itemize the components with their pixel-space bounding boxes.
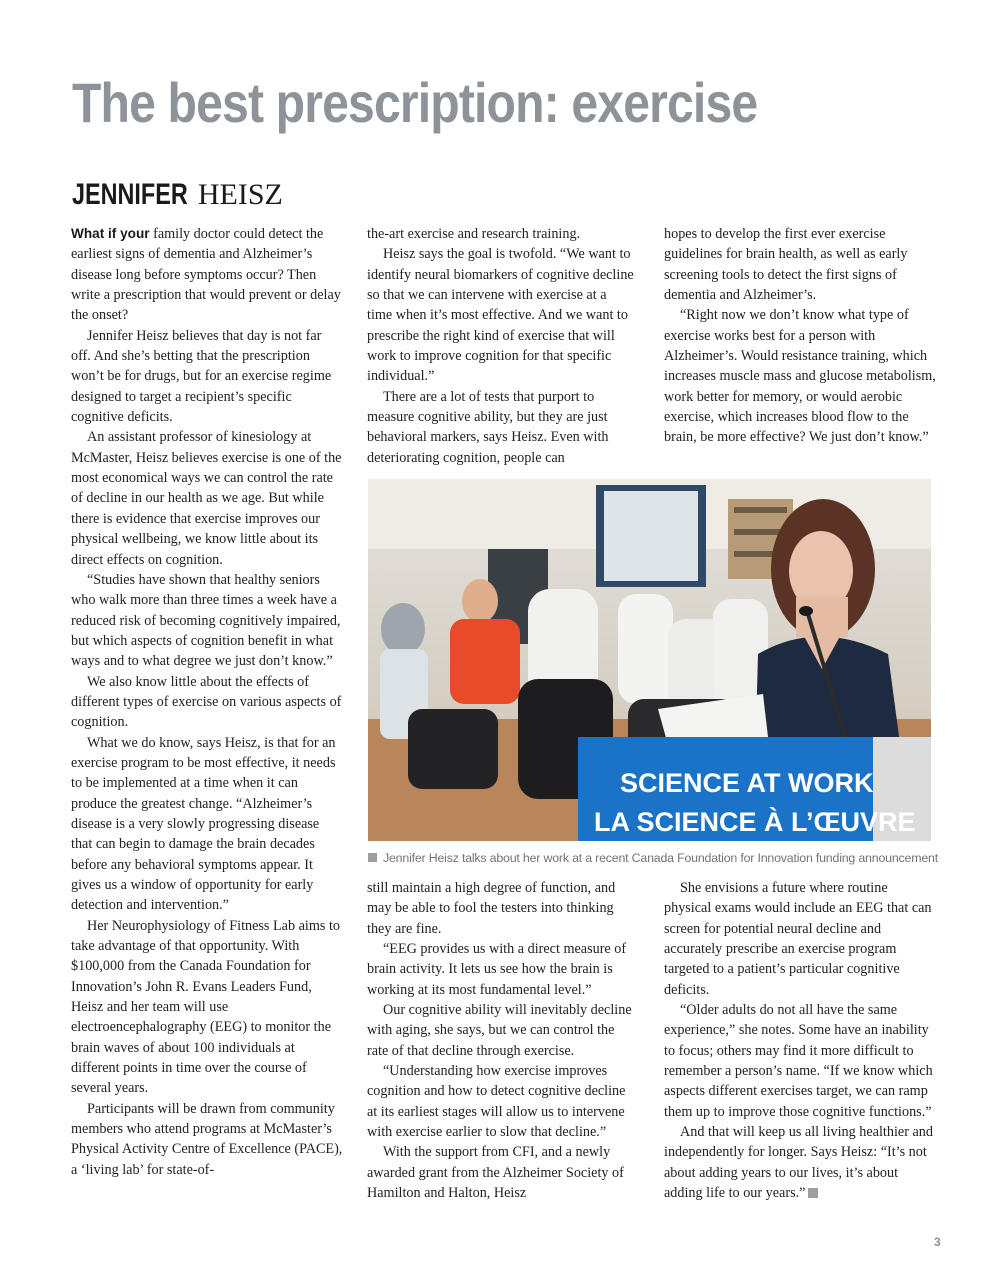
article-paragraph: Her Neurophysiology of Fitness Lab aims to take advantage of that opportunity. With $100,000 from the Canada Foundation for Innovation’s John R. Evans Leaders Fund, Heisz and her team will use electroencephalography (EEG) to monitor the brain waves of about 100 individuals at different points in time over the course of several years. — [71, 917, 340, 1097]
article-paragraph: She envisions a future where routine physical exams would include an EEG that can screen for potential neural decline and accurately prescribe an exercise program targeted to a patient’s particular cognitive deficits. — [664, 880, 932, 998]
sign-text-english: SCIENCE AT WORK — [620, 768, 874, 798]
article-paragraph: Heisz says the goal is twofold. “We want to identify neural biomarkers of cognitive decline so that we can intervene with exercise at a time when it’s most effective. And we want to prescribe the right kind of exercise that will work to improve cognition for that specific individual.” — [367, 246, 634, 385]
article-paragraph: And that will keep us all living healthier and independently for longer. Says Heisz: “It’s not about adding years to our lives, it’s about adding life to our years.” — [664, 1124, 933, 1202]
author-byline — [72, 178, 283, 212]
article-column-2-top — [367, 224, 635, 468]
article-column-2-bottom — [367, 878, 635, 1204]
article-paragraph: Jennifer Heisz believes that day is not far off. And she’s betting that the prescription won’t be for drugs, but for an exercise regime designed to target a recipient’s specific cognitive deficits. — [71, 327, 332, 426]
article-paragraph: “EEG provides us with a direct measure of brain activity. It lets us see how the brain is working at its most fundamental level.” — [367, 941, 627, 998]
article-column-3-bottom — [664, 878, 936, 1204]
article-column-3-top — [664, 224, 936, 448]
author-first-name: JENNIFER — [72, 178, 188, 211]
article-photo — [368, 479, 931, 841]
article-paragraph: We also know little about the effects of different types of exercise on various aspects of cognition. — [71, 673, 342, 731]
end-mark-square-icon — [808, 1188, 818, 1198]
article-paragraph: hopes to develop the first ever exercise guidelines for brain health, as well as early screening tools to detect the first signs of dementia and Alzheimer’s. — [664, 226, 908, 304]
page-number: 3 — [934, 1235, 941, 1249]
article-paragraph: still maintain a high degree of function, and may be able to fool the testers into thinking they are fine. — [367, 880, 616, 937]
article-paragraph: Our cognitive ability will inevitably decline with aging, she says, but we can control the rate of that decline through exercise. — [367, 1002, 632, 1059]
article-paragraph: There are a lot of tests that purport to measure cognitive ability, but they are just behavioral markers, says Heisz. Even with deteriorating cognition, people can — [367, 388, 609, 466]
article-paragraph: “Studies have shown that healthy seniors who walk more than three times a week have a reduced risk of becoming cognitively impaired, but which aspects of cognition benefit in what ways and to what degree we just don’t know.” — [71, 571, 341, 670]
article-paragraph: “Understanding how exercise improves cognition and how to detect cognitive decline at its earliest stages will allow us to intervene with exercise earlier to slow that decline.” — [367, 1063, 626, 1141]
article-paragraph: What if your family doctor could detect the earliest signs of dementia and Alzheimer’s disease long before symptoms occur? Then write a prescription that would prevent or delay the onset? — [71, 226, 341, 324]
article-paragraph: “Right now we don’t know what type of exercise works best for a person with Alzheimer’s. Would resistance training, which increases muscle mass and glucose metabolism, work better for memory, or would aerobic exercise, which increases blood flow to the brain, be more effective? We just don’t know.” — [664, 307, 936, 446]
photo-caption: Jennifer Heisz talks about her work at a recent Canada Foundation for Innovation funding announcement — [368, 851, 938, 865]
lead-in: What if your — [71, 226, 150, 241]
article-paragraph: the-art exercise and research training. — [367, 226, 581, 242]
article-paragraph: Participants will be drawn from community members who attend programs at McMaster’s Physical Activity Centre of Excellence (PACE), a ‘living lab’ for state-of- — [71, 1100, 343, 1178]
article-paragraph: With the support from CFI, and a newly awarded grant from the Alzheimer Society of Hamilton and Halton, Heisz — [367, 1144, 624, 1202]
caption-square-icon — [368, 853, 377, 862]
author-last-name: HEISZ — [197, 178, 283, 211]
headline: The best prescription: exercise — [72, 71, 758, 134]
article-paragraph: “Older adults do not all have the same experience,” she notes. Some have an inability to focus; others may find it more difficult to remember a person’s name. “If we know which aspects different exercises target, we can ramp them up to improve those cognitive functions.” — [664, 1002, 933, 1120]
article-column-1 — [71, 224, 343, 1180]
article-paragraph: An assistant professor of kinesiology at McMaster, Heisz believes exercise is one of the most economical ways we can control the rate of decline in our health as we age. But while there is evidence that exercise improves our physical wellbeing, we know little about its direct effects on cognition. — [71, 429, 342, 568]
photo-illustration — [368, 479, 931, 841]
article-paragraph: What we do know, says Heisz, is that for an exercise program to be most effective, it needs to be implemented at a time when it can produce the greatest change. “Alzheimer’s disease is a very slowly progressing disease that can begin to damage the brain decades before any behavioral symptoms appear. It gives us a window of opportunity for early detection and intervention.” — [71, 734, 336, 914]
sign-text-french: LA SCIENCE À L’ŒUVRE — [594, 807, 916, 837]
